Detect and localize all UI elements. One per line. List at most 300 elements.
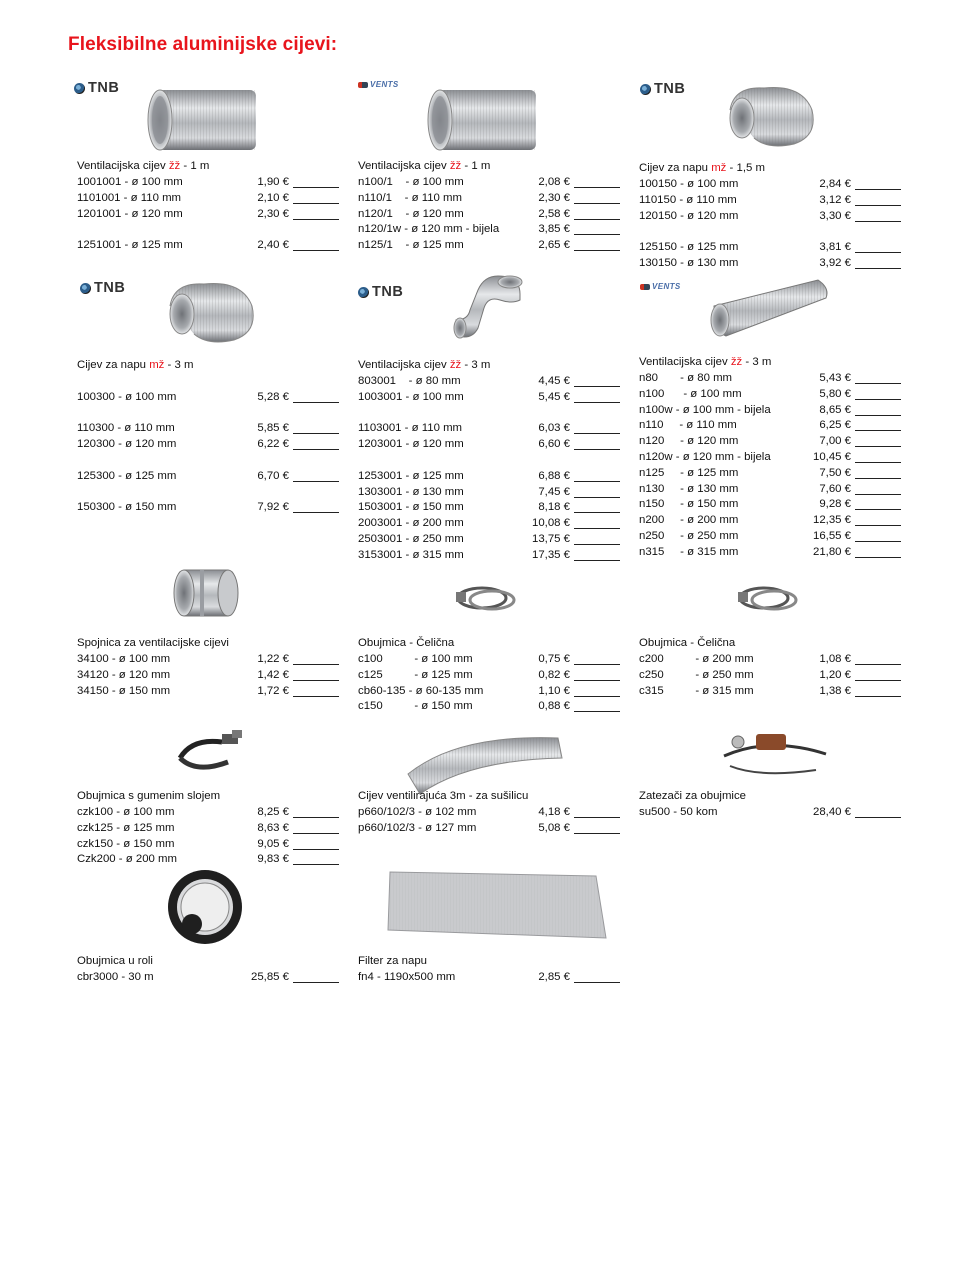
tnb-logo: TNB [640,81,685,97]
product-code: 1203001 - ø 120 mm [358,438,464,451]
quantity-blank-line[interactable] [855,497,901,510]
quantity-blank-line[interactable] [293,852,339,865]
quantity-blank-line[interactable] [574,970,620,983]
product-price: 1,10 € [538,684,570,697]
heading-highlight: žž [730,356,743,368]
product-code: c125 - ø 125 mm [358,668,473,681]
heading-suffix: - 1,5 m [726,162,765,174]
heading-text: Cijev za napu [639,162,712,174]
product-code: n125/1 - ø 125 mm [358,239,464,252]
product-price: 3,30 € [819,209,851,222]
product-price: 2,30 € [257,207,289,220]
product-price: 8,18 € [538,501,570,514]
product-price: 5,80 € [819,387,851,400]
product-code: n100 - ø 100 mm [639,387,742,400]
product-code: 1001001 - ø 100 mm [77,176,183,188]
price-row [77,175,339,191]
quantity-blank-line[interactable] [574,485,620,498]
heading-text: Ventilacijska cijev [358,160,450,172]
product-code: c250 - ø 250 mm [639,668,754,681]
price-row [77,805,339,821]
quantity-blank-line[interactable] [855,240,901,253]
product-price: 1,22 € [257,653,289,665]
product-code: 125300 - ø 125 mm [77,469,177,482]
price-row [77,238,339,254]
heading-highlight: žž [449,359,462,371]
page-title: Fleksibilne aluminijske cijevi: [68,34,338,55]
quantity-blank-line[interactable] [293,652,339,665]
price-row [358,652,620,668]
price-row [358,469,620,485]
price-row [639,805,901,821]
quantity-blank-line[interactable] [855,256,901,269]
quantity-blank-line[interactable] [293,821,339,834]
heading-text: Spojnica za ventilacijske cijevi [77,637,229,649]
price-row [77,668,339,684]
product-block-b2 [358,158,620,254]
product-price: 8,25 € [257,806,289,818]
price-row [77,437,339,453]
price-row [639,545,901,561]
hose-clamp-image [734,580,804,616]
quantity-blank-line[interactable] [855,684,901,697]
product-price: 9,05 € [257,837,289,850]
quantity-blank-line[interactable] [574,684,620,697]
price-row [77,837,339,853]
price-row [358,421,620,437]
product-code: 100300 - ø 100 mm [77,390,177,403]
quantity-blank-line[interactable] [855,403,901,416]
heading-suffix: - 3 m [164,359,194,371]
product-price: 12,35 € [812,514,851,527]
heading-highlight: mž [149,359,165,371]
vents-logo: VENTS [640,282,681,291]
product-block-b1 [77,158,339,254]
product-price: 6,22 € [257,438,289,451]
price-row [639,497,901,513]
price-row [77,684,339,700]
block-heading [639,354,901,371]
product-code: 34120 - ø 120 mm [77,668,171,681]
block-heading [77,158,339,175]
tnb-logo: TNB [74,80,119,96]
quantity-blank-line[interactable] [293,668,339,681]
quantity-blank-line[interactable] [293,500,339,513]
quantity-blank-line[interactable] [574,390,620,403]
heading-text: Ventilacijska cijev [639,356,731,368]
product-code: 1101001 - ø 110 mm [77,191,182,204]
price-row [639,450,901,466]
quantity-blank-line[interactable] [574,374,620,387]
quantity-blank-line[interactable] [293,175,339,188]
block-heading [358,953,620,970]
row-spacer [77,453,339,469]
quantity-blank-line[interactable] [574,437,620,450]
product-price: 9,28 € [819,498,851,511]
quantity-blank-line[interactable] [855,529,901,542]
heading-highlight: mž [711,162,727,174]
row-spacer [358,453,620,469]
product-code: 100150 - ø 100 mm [639,178,739,190]
product-code: 150300 - ø 150 mm [77,501,177,514]
product-code: 1251001 - ø 125 mm [77,239,183,252]
price-row [639,668,901,684]
product-code: n315 - ø 315 mm [639,545,739,558]
price-row [358,175,620,191]
product-block-b14 [358,953,620,986]
product-code: 130150 - ø 130 mm [639,256,739,269]
row-spacer [639,224,901,240]
quantity-blank-line[interactable] [293,421,339,434]
product-price: 4,18 € [538,806,570,818]
product-block-b9 [639,635,901,699]
quantity-blank-line[interactable] [855,545,901,558]
product-price: 13,75 € [531,532,570,545]
product-price: 7,92 € [257,501,289,514]
product-block-b3 [639,160,901,272]
quantity-blank-line[interactable] [855,466,901,479]
heading-highlight: žž [168,160,181,172]
product-code: n80 - ø 80 mm [639,372,733,384]
product-code: czk100 - ø 100 mm [77,806,175,818]
price-row [358,374,620,390]
product-price: 7,00 € [819,435,851,448]
heading-text: Obujmica - Čelična [639,637,736,649]
quantity-blank-line[interactable] [293,238,339,251]
block-heading [639,788,901,805]
product-code: n200 - ø 200 mm [639,514,739,527]
price-row [358,500,620,516]
product-price: 6,03 € [538,422,570,435]
product-price: 1,08 € [819,653,851,665]
vents-logo: VENTS [358,80,399,89]
price-row [358,532,620,548]
duct-connector-image [170,564,242,622]
price-row [77,191,339,207]
quantity-blank-line[interactable] [855,513,901,526]
quantity-blank-line[interactable] [855,450,901,463]
quantity-blank-line[interactable] [574,821,620,834]
quantity-blank-line[interactable] [574,469,620,482]
product-price: 17,35 € [531,548,570,561]
product-price: 6,70 € [257,469,289,482]
product-code: 1103001 - ø 110 mm [358,422,463,435]
product-price: 5,28 € [257,390,289,403]
row-spacer [77,222,339,238]
quantity-blank-line[interactable] [574,175,620,188]
price-row [358,207,620,223]
product-code: czk125 - ø 125 mm [77,821,175,834]
quantity-blank-line[interactable] [855,434,901,447]
block-heading [77,953,339,970]
product-code: 3153001 - ø 315 mm [358,548,464,561]
compressed-hose-image [164,278,260,348]
product-code: 2503001 - ø 250 mm [358,532,464,545]
price-row [358,485,620,501]
product-price: 6,88 € [538,469,570,482]
heading-suffix: - 1 m [461,160,491,172]
hood-filter-image [384,866,610,944]
quantity-blank-line[interactable] [855,193,901,206]
block-heading [77,635,339,652]
price-row [639,513,901,529]
price-row [358,699,620,715]
price-row [358,548,620,564]
product-price: 7,45 € [538,485,570,498]
quantity-blank-line[interactable] [855,387,901,400]
block-heading [639,635,901,652]
product-price: 10,45 € [812,450,851,463]
quantity-blank-line[interactable] [855,482,901,495]
price-row [77,207,339,223]
price-row [639,209,901,225]
product-price: 0,82 € [538,668,570,681]
price-row [358,191,620,207]
product-price: 3,81 € [819,241,851,254]
hose-clamp-image [452,580,522,616]
quantity-blank-line[interactable] [574,421,620,434]
product-code: p660/102/3 - ø 102 mm [358,806,477,818]
row-spacer [77,485,339,501]
product-code: n110/1 - ø 110 mm [358,191,463,204]
price-row [639,434,901,450]
product-block-b11 [358,788,620,837]
product-price: 2,30 € [538,191,570,204]
heading-suffix: - 1 m [180,160,210,172]
heading-suffix: - 3 m [461,359,491,371]
product-price: 2,65 € [538,239,570,252]
product-price: 8,65 € [819,403,851,416]
heading-highlight: žž [449,160,462,172]
price-row [358,390,620,406]
block-heading [77,788,339,805]
bent-duct-image [448,270,528,346]
block-heading [358,357,620,374]
quantity-blank-line[interactable] [574,532,620,545]
quantity-blank-line[interactable] [293,684,339,697]
block-heading [358,788,620,805]
product-code: c200 - ø 200 mm [639,653,754,665]
heading-text: Ventilacijska cijev [358,359,450,371]
price-row [358,222,620,238]
product-code: fn4 - 1190x500 mm [358,971,456,983]
compressed-hose-image [724,80,820,152]
price-row [639,684,901,700]
price-row [639,466,901,482]
aluminium-duct-image [146,80,266,160]
price-row [639,240,901,256]
product-code: n110 - ø 110 mm [639,419,737,432]
product-price: 5,85 € [257,422,289,435]
row-spacer [77,406,339,422]
price-row [639,403,901,419]
heading-text: Obujmica - Čelična [358,637,455,649]
quantity-blank-line[interactable] [574,238,620,251]
heading-text: Filter za napu [358,955,428,967]
product-price: 10,08 € [531,517,570,530]
product-code: n150 - ø 150 mm [639,498,739,511]
product-price: 6,25 € [819,419,851,432]
product-price: 7,60 € [819,482,851,495]
price-row [77,821,339,837]
quantity-blank-line[interactable] [574,500,620,513]
price-row [639,177,901,193]
product-price: 7,50 € [819,466,851,479]
price-row [639,256,901,272]
clamp-tensioner-image [720,726,830,780]
block-heading [358,635,620,652]
product-price: 0,75 € [538,653,570,665]
product-code: c100 - ø 100 mm [358,653,473,665]
product-code: 34100 - ø 100 mm [77,653,171,665]
product-block-b13 [77,953,339,986]
quantity-blank-line[interactable] [293,970,339,983]
product-code: 1303001 - ø 130 mm [358,485,464,498]
quantity-blank-line[interactable] [293,390,339,403]
aluminium-duct-image [426,80,546,160]
price-row [639,193,901,209]
price-row [77,469,339,485]
quantity-blank-line[interactable] [855,652,901,665]
price-row [358,668,620,684]
product-code: n250 - ø 250 mm [639,529,739,542]
block-heading [77,357,339,374]
product-code: 120150 - ø 120 mm [639,209,739,222]
quantity-blank-line[interactable] [855,371,901,384]
product-code: 1003001 - ø 100 mm [358,390,464,403]
product-price: 1,38 € [819,684,851,697]
quantity-blank-line[interactable] [574,191,620,204]
product-price: 8,63 € [257,821,289,834]
product-block-b4 [77,357,339,516]
heading-suffix: - 3 m [742,356,772,368]
product-code: n100w - ø 100 mm - bijela [639,403,771,416]
product-price: 6,60 € [538,438,570,451]
product-price: 0,88 € [538,700,570,713]
quantity-blank-line[interactable] [574,516,620,529]
product-code: 110300 - ø 110 mm [77,422,175,435]
price-row [639,371,901,387]
product-price: 28,40 € [812,806,851,818]
product-block-b5 [358,357,620,564]
product-code: c315 - ø 315 mm [639,684,754,697]
quantity-blank-line[interactable] [855,805,901,818]
quantity-blank-line[interactable] [293,469,339,482]
quantity-blank-line[interactable] [855,209,901,222]
product-code: Czk200 - ø 200 mm [77,853,178,866]
price-row [358,238,620,254]
heading-text: Cijev za napu [77,359,150,371]
product-code: czk150 - ø 150 mm [77,837,175,850]
price-row [358,516,620,532]
product-price: 1,42 € [257,668,289,681]
row-spacer [77,374,339,390]
product-code: c150 - ø 150 mm [358,700,473,713]
product-price: 5,43 € [819,372,851,384]
product-code: n120/1w - ø 120 mm - bijela [358,223,500,236]
quantity-blank-line[interactable] [574,207,620,220]
product-price: 1,72 € [257,684,289,697]
quantity-blank-line[interactable] [293,191,339,204]
semi-rigid-duct-image [706,276,832,342]
heading-text: Obujmica u roli [77,955,153,967]
product-code: 125150 - ø 125 mm [639,241,739,254]
quantity-blank-line[interactable] [574,222,620,235]
price-row [77,500,339,516]
product-price: 2,08 € [538,176,570,188]
quantity-blank-line[interactable] [574,805,620,818]
product-code: cbr3000 - 30 m [77,971,154,983]
quantity-blank-line[interactable] [293,207,339,220]
price-row [358,437,620,453]
rubber-clamp-image [172,728,248,778]
product-code: 120300 - ø 120 mm [77,438,177,451]
price-row [77,970,339,986]
dryer-hose-image [398,724,568,796]
quantity-blank-line[interactable] [574,699,620,712]
price-row [358,805,620,821]
product-code: 803001 - ø 80 mm [358,375,461,387]
product-price: 2,58 € [538,207,570,220]
price-row [77,390,339,406]
product-code: p660/102/3 - ø 127 mm [358,821,477,834]
product-code: n120 - ø 120 mm [639,435,739,448]
price-row [639,418,901,434]
product-code: 1253001 - ø 125 mm [358,469,464,482]
product-price: 2,40 € [257,239,289,252]
product-price: 21,80 € [812,545,851,558]
heading-text: Obujmica s gumenim slojem [77,790,221,802]
quantity-blank-line[interactable] [574,668,620,681]
quantity-blank-line[interactable] [293,437,339,450]
product-block-b8 [358,635,620,715]
product-code: n120w - ø 120 mm - bijela [639,450,771,463]
product-price: 5,45 € [538,390,570,403]
price-row [639,529,901,545]
product-price: 2,10 € [257,191,289,204]
quantity-blank-line[interactable] [855,177,901,190]
product-price: 16,55 € [812,529,851,542]
product-block-b12 [639,788,901,821]
price-row [77,652,339,668]
row-spacer [358,406,620,422]
product-code: su500 - 50 kom [639,806,718,818]
quantity-blank-line[interactable] [574,548,620,561]
heading-text: Zatezači za obujmice [639,790,746,802]
product-price: 9,83 € [257,853,289,866]
product-price: 25,85 € [250,971,289,983]
product-code: cb60-135 - ø 60-135 mm [358,684,484,697]
product-price: 4,45 € [538,375,570,387]
block-heading [358,158,620,175]
product-code: 110150 - ø 110 mm [639,193,737,206]
product-code: n120/1 - ø 120 mm [358,207,464,220]
price-row [358,821,620,837]
block-heading [639,160,901,177]
quantity-blank-line[interactable] [293,805,339,818]
quantity-blank-line[interactable] [574,652,620,665]
price-row [639,652,901,668]
product-price: 2,84 € [819,178,851,190]
product-code: n100/1 - ø 100 mm [358,176,464,188]
product-code: 1503001 - ø 150 mm [358,501,464,514]
quantity-blank-line[interactable] [855,418,901,431]
product-price: 2,85 € [538,971,570,983]
quantity-blank-line[interactable] [855,668,901,681]
quantity-blank-line[interactable] [293,837,339,850]
tnb-logo: TNB [358,284,403,300]
product-block-b10 [77,788,339,868]
